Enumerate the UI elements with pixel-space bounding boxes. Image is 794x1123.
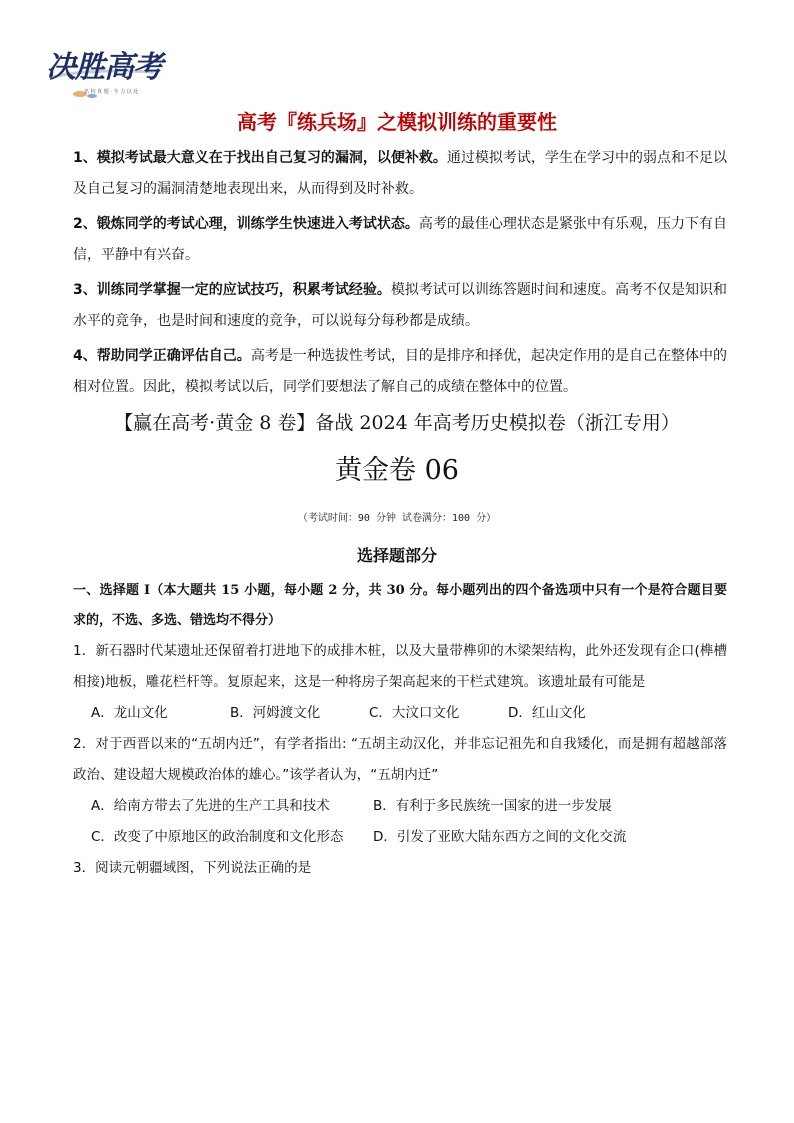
intro-1-text: 通过模拟考试，学生在学习中的弱点和不足以及自己复习的漏洞清楚地表现出来，从而得到及时补救。 <box>73 150 727 197</box>
question-2-options-row-1 <box>73 791 727 822</box>
intro-section <box>73 143 727 407</box>
option-c[interactable]: C．改变了中原地区的政治制度和文化形态 <box>91 829 344 845</box>
questions-section <box>73 576 727 884</box>
paper-title: 黄金卷 06 <box>335 455 459 486</box>
option-c[interactable]: C．大汶口文化 <box>369 705 460 721</box>
option-b[interactable]: B．河姆渡文化 <box>230 705 321 721</box>
option-a[interactable]: A．龙山文化 <box>91 705 168 721</box>
intro-3-bold: 3、训练同学掌握一定的应试技巧，积累考试经验。 <box>73 282 391 298</box>
intro-paragraph-3 <box>73 275 727 337</box>
exam-meta: （考试时间：90 分钟 试卷满分：100 分） <box>297 513 497 524</box>
option-b[interactable]: B．有利于多民族统一国家的进一步发展 <box>373 798 612 814</box>
banner-title: 高考『练兵场』之模拟训练的重要性 <box>237 110 557 134</box>
brand-logo <box>44 38 162 110</box>
intro-2-bold: 2、锻炼同学的考试心理，训练学生快速进入考试状态。 <box>73 216 419 232</box>
option-d[interactable]: D．红山文化 <box>508 705 586 721</box>
intro-3-text: 模拟考试可以训练答题时间和速度。高考不仅是知识和水平的竞争，也是时间和速度的竞争，可以说每分每秒都是成绩。 <box>73 282 727 329</box>
intro-paragraph-2 <box>73 209 727 271</box>
question-1-stem: 1．新石器时代某遗址还保留着打进地下的成排木桩，以及大量带榫卯的木梁架结构，此外还发现有企口(榫槽相接)地板，雕花栏杆等。复原起来，这是一种将房子架高起来的干栏式建筑。该遗址最有可能是 <box>73 643 727 690</box>
intro-4-bold: 4、帮助同学正确评估自己。 <box>73 348 251 364</box>
option-a[interactable]: A．给南方带去了先进的生产工具和技术 <box>91 798 330 814</box>
intro-1-bold: 1、模拟考试最大意义在于找出自己复习的漏洞，以便补救。 <box>73 150 447 166</box>
section-title: 选择题部分 <box>356 546 437 565</box>
question-1-options <box>73 698 727 729</box>
option-d[interactable]: D．引发了亚欧大陆东西方之间的文化交流 <box>373 829 627 845</box>
intro-2-text: 高考的最佳心理状态是紧张中有乐观，压力下有自信，平静中有兴奋。 <box>73 216 728 263</box>
question-3-stem: 3．阅读元朝疆域图，下列说法正确的是 <box>73 860 312 876</box>
intro-paragraph-1 <box>73 143 727 205</box>
intro-4-text: 高考是一种选拔性考试，目的是排序和择优，起决定作用的是自己在整体中的相对位置。因此，模拟考试以后，同学们要想法了解自己的成绩在整体中的位置。 <box>73 348 727 395</box>
question-2-stem: 2．对于西晋以来的“五胡内迁”，有学者指出: “五胡主动汉化，并非忘记祖先和自我矮化，而是拥有超越部落政治、建设超大规模政治体的雄心。”该学者认为，“五胡内迁” <box>73 736 727 783</box>
section-instructions: 一、选择题 I（本大题共 15 小题，每小题 2 分，共 30 分。每小题列出的四个备选项中只有一个是符合题目要求的，不选、多选、错选均不得分） <box>73 583 727 628</box>
logo-text: 决胜高考 <box>46 50 162 85</box>
logo-subtext: 名 校 真 题 · 全 力 以 赴 <box>84 89 139 95</box>
intro-paragraph-4 <box>73 341 727 403</box>
exam-title: 【赢在高考·黄金 8 卷】备战 2024 年高考历史模拟卷（浙江专用） <box>114 412 680 434</box>
question-2-options-row-2 <box>73 822 727 853</box>
